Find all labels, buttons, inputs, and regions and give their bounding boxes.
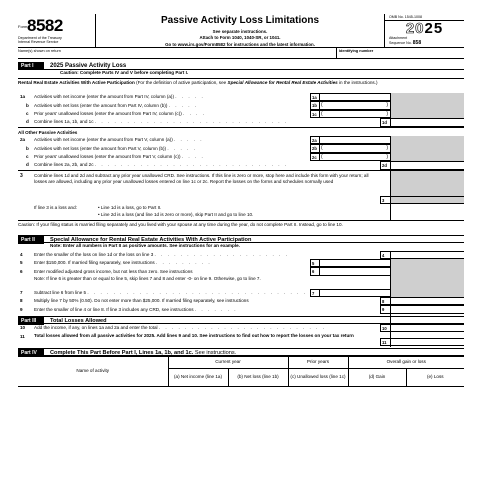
line-3-box-label: 3 xyxy=(380,196,390,204)
part-1-label: Part I xyxy=(18,62,44,70)
attachment-label: Attachment xyxy=(389,36,408,40)
line-1b-input[interactable] xyxy=(320,101,390,109)
line-4-label: Enter the smaller of the loss on line 1d or the loss on line 3 xyxy=(34,251,154,257)
part-1-bar xyxy=(18,62,464,70)
line-9-input[interactable] xyxy=(390,305,464,313)
name-row xyxy=(18,48,464,59)
line-1d-text: Combine lines 1a, 1b, and 1c . . . . . . . . . . . . . . . . . . . . . . . . . . . . . . xyxy=(34,119,289,125)
line-2a-input[interactable] xyxy=(320,136,390,144)
paren-close: ) xyxy=(386,145,388,152)
part-4-label: Part IV xyxy=(18,349,44,357)
col-overall: Overall gain or loss xyxy=(348,356,464,368)
line-2b-label: Activities with net loss (enter the amount from Part V, column (b)) xyxy=(34,145,167,151)
line-4-input[interactable] xyxy=(390,251,464,259)
line-7-input[interactable] xyxy=(320,289,390,297)
line-10-box-label: 10 xyxy=(380,324,390,332)
part-1-caution: Caution: Complete Parts IV and V before completing Part I. xyxy=(60,70,189,75)
line-1b xyxy=(18,101,464,109)
activity-table xyxy=(18,356,464,387)
col-name-of-activity: Name of activity xyxy=(18,356,168,386)
col-a-net-income: (a) Net income (line 1a) xyxy=(168,368,228,386)
form-number: 8582 xyxy=(27,16,63,35)
line-4-box-label: 4 xyxy=(380,251,390,259)
line-6-box-label: 6 xyxy=(310,267,320,275)
line-2b-text: Activities with net loss (enter the amount from Part V, column (b)) . . . . . xyxy=(34,145,197,151)
col-d-gain: (d) Gain xyxy=(348,368,406,386)
form-header xyxy=(18,14,464,48)
dept-line-1: Department of the Treasury xyxy=(18,36,62,40)
name-label: Name(s) shown on return xyxy=(18,49,61,53)
line-2a-text: Activities with net income (enter the amount from Part V, column (a)) . . . . . xyxy=(34,137,204,143)
line-9-number: 9 xyxy=(20,306,23,312)
col-prior-years: Prior years xyxy=(288,356,348,368)
line-1c-label: Prior years' unallowed losses (enter the amount from Part IV, column (c)) xyxy=(34,111,182,117)
col-e-loss: (e) Loss xyxy=(406,368,464,386)
department xyxy=(18,36,62,45)
rental-heading xyxy=(18,79,464,93)
line-1d xyxy=(18,118,464,126)
line-2b-input[interactable] xyxy=(320,144,390,152)
part-3-label: Part III xyxy=(18,317,44,325)
line-2c-box-label: 2c xyxy=(310,153,320,161)
line-5-input[interactable] xyxy=(320,259,390,267)
part-3-bar xyxy=(18,316,464,324)
year-suffix: 25 xyxy=(424,20,444,37)
caution-married-separately: Caution: If your filing status is married filing separately and you lived with your spouse at any time during the year, do not complete Part II. Instead, go to line 10. xyxy=(18,222,343,227)
line-2a xyxy=(18,136,464,144)
paren-close: ) xyxy=(386,153,388,160)
line-4 xyxy=(18,251,464,259)
line-11-label: Total losses allowed from all passive activities for 2025. Add lines 9 and 10. See instructions to find out how to report the losses on your tax return xyxy=(34,333,354,338)
line-9-label: Enter the smaller of line 4 or line 8. If line 3 includes any CRD, see instructions xyxy=(34,306,194,312)
line-2c-label: Prior years' unallowed losses (enter the amount from Part V, column (c)) xyxy=(34,154,181,160)
line-3-if xyxy=(34,205,77,212)
line-1d-input[interactable] xyxy=(390,118,464,126)
line-11-input[interactable] xyxy=(390,338,464,346)
line-2d-box-label: 2d xyxy=(380,161,390,169)
lines-1 xyxy=(18,93,464,127)
line-2d-label: Combine lines 2a, 2b, and 2c xyxy=(34,162,94,168)
year-block xyxy=(384,14,464,48)
line-1b-label: Activities with net loss (enter the amount from Part IV, column (b)) xyxy=(34,102,168,108)
line-6-input[interactable] xyxy=(320,267,390,275)
line-9 xyxy=(18,305,464,313)
lines-4-9 xyxy=(18,251,464,323)
paren-open: ( xyxy=(321,110,323,117)
subtitle-1: See separate instructions. xyxy=(212,28,268,34)
line-6-text: Enter modified adjusted gross income, but not less than zero. See instructions xyxy=(34,268,193,274)
line-3 xyxy=(18,171,464,220)
line-1c-text: Prior years' unallowed losses (enter the amount from Part IV, column (c)) . . . . xyxy=(34,111,206,117)
line-4-text: Enter the smaller of the loss on line 1d or the loss on line 3 . . . . . . . . . . . . . . . . . . . . . xyxy=(34,251,289,257)
paren-close: ) xyxy=(386,110,388,117)
rental-heading-special: Special Allowance for Rental Real Estate Activities xyxy=(227,80,338,85)
line-1a-number: 1a xyxy=(20,94,26,100)
line-6 xyxy=(18,267,464,275)
line-1a-box-label: 1a xyxy=(310,93,320,101)
line-7-label: Subtract line 6 from line 5 xyxy=(34,289,87,295)
line-8-input[interactable] xyxy=(390,297,464,305)
line-2c-text: Prior years' unallowed losses (enter the amount from Part V, column (c)) . . . . xyxy=(34,154,205,160)
identifying-number-label: Identifying number xyxy=(336,48,373,59)
line-11-box-label: 11 xyxy=(380,338,390,346)
line-7-box-label: 7 xyxy=(310,289,320,297)
col-current-year: Current year xyxy=(168,356,288,368)
line-8 xyxy=(18,297,464,305)
line-1a-text: Activities with net income (enter the amount from Part IV, column (a)) . . . . . xyxy=(34,94,205,100)
part-2-note: Note: Enter all numbers in Part II as positive amounts. See instructions for an example. xyxy=(50,243,240,248)
paren-open: ( xyxy=(321,102,323,109)
line-5 xyxy=(18,259,464,267)
line-1d-number: d xyxy=(26,119,29,125)
line-2c xyxy=(18,153,464,161)
line-1c-input[interactable] xyxy=(320,110,390,118)
line-2c-number: c xyxy=(26,154,29,160)
line-1d-label: Combine lines 1a, 1b, and 1c xyxy=(34,119,94,125)
rental-heading-rest: (For the definition of active participation, see xyxy=(134,80,228,85)
line-1a-input[interactable] xyxy=(320,93,390,101)
line-10-number: 10 xyxy=(20,324,26,330)
line-3-bullet-2-text: Line 2d is a loss (and line 1d is zero or more), skip Part II and go to line 10. xyxy=(100,212,254,217)
line-1d-box-label: 1d xyxy=(380,118,390,126)
paren-close: ) xyxy=(386,102,388,109)
subtitle-2: Attach to Form 1040, 1040-SR, or 1041. xyxy=(199,35,281,40)
part-2-label: Part II xyxy=(18,236,44,244)
line-1a xyxy=(18,93,464,101)
line-2b-number: b xyxy=(26,145,29,151)
subtitle-3: Go to www.irs.gov/Form8582 for instructions and the latest information. xyxy=(165,41,315,47)
tax-year xyxy=(385,21,464,36)
line-10-input[interactable] xyxy=(390,324,464,332)
line-5-box-label: 5 xyxy=(310,259,320,267)
form-title: Passive Activity Loss Limitations xyxy=(160,15,320,26)
line-2b-box-label: 2b xyxy=(310,144,320,152)
line-3-bullet-1-text: Line 1d is a loss, go to Part II. xyxy=(100,205,162,210)
line-4-number: 4 xyxy=(20,251,23,257)
line-2b xyxy=(18,144,464,152)
line-2c-input[interactable] xyxy=(320,153,390,161)
line-3-bullet-2: • Line 2d is a loss (and line 1d is zero or more), skip Part II and go to line 10. xyxy=(98,212,254,217)
line-9-box-label: 9 xyxy=(380,305,390,313)
line-6-note: Note: If line 6 is greater than or equal to line 5, skip lines 7 and 8 and enter -0- on line 9. Otherwise, go to line 7. xyxy=(34,276,261,281)
line-2a-label: Activities with net income (enter the amount from Part V, column (a)) xyxy=(34,137,173,143)
line-5-text: Enter $150,000. If married filing separately, see instructions . . . . . . . . . xyxy=(34,260,212,266)
part-4-bar xyxy=(18,348,464,356)
line-3-input[interactable] xyxy=(390,196,464,204)
line-7-text: Subtract line 6 from line 5 . . . . . . . . . . . . . . . . . . . . . . . . . . . . . . . . . . xyxy=(34,289,307,295)
title-block xyxy=(96,14,384,48)
line-7-number: 7 xyxy=(20,289,23,295)
activity-table-wrap xyxy=(18,356,464,390)
line-6-number: 6 xyxy=(20,268,23,274)
line-2d-text: Combine lines 2a, 2b, and 2c . . . . . . . . . . . . . . . . . . . . . . . . . . . . . . xyxy=(34,162,289,168)
dept-line-2: Internal Revenue Service xyxy=(18,40,59,45)
part-1-title: 2025 Passive Activity Loss xyxy=(50,63,127,69)
line-5-label: Enter $150,000. If married filing separately, see instructions xyxy=(34,260,155,266)
line-10-label: Add the income, if any, on lines 1a and 2a and enter the total xyxy=(34,324,158,330)
line-2d xyxy=(18,161,464,169)
attachment-sequence xyxy=(385,36,464,46)
rental-heading-title: Rental Real Estate Activities With Active Participation xyxy=(18,80,135,85)
lines-2 xyxy=(18,136,464,170)
paren-open: ( xyxy=(321,145,323,152)
other-passive-heading: All Other Passive Activities xyxy=(18,129,78,135)
line-2a-number: 2a xyxy=(20,137,26,143)
line-3-text: Combine lines 1d and 2d and subtract any prior year unallowed CRD. See instructions. If this line is zero or more, stop here and include this form with your return; all losses are allowed, including any prior year unallowed losses entered on line 1c or 2c. Report the losses on the forms and schedules normally used xyxy=(34,172,369,185)
line-2d-number: d xyxy=(26,162,29,168)
line-2d-input[interactable] xyxy=(390,161,464,169)
line-3-if-label: If line 3 is a loss and: xyxy=(34,205,77,210)
part-3-title: Total Losses Allowed xyxy=(50,317,107,324)
form-page xyxy=(18,14,464,480)
form-word: Form xyxy=(18,24,28,29)
line-8-box-label: 8 xyxy=(380,297,390,305)
line-11-number: 11 xyxy=(20,333,25,339)
part-4-title-tail: See instructions. xyxy=(194,349,237,356)
col-b-net-loss: (b) Net loss (line 1b) xyxy=(228,368,288,386)
line-3-number: 3 xyxy=(20,173,23,179)
line-1a-label: Activities with net income (enter the amount from Part IV, column (a)) xyxy=(34,94,174,100)
rental-heading-end: in the instructions.) xyxy=(337,80,378,85)
sequence-label: Sequence No. xyxy=(389,41,412,46)
part-2-bar xyxy=(18,235,464,243)
line-1b-number: b xyxy=(26,102,29,108)
line-1c-number: c xyxy=(26,111,29,117)
line-1b-text: Activities with net loss (enter the amount from Part IV, column (b)) . . . . . xyxy=(34,102,199,108)
line-10-text: Add the income, if any, on lines 1a and 2a and enter the total . . . . . . . . . . . . . . . . . . . . . . . . . . xyxy=(34,324,326,330)
line-3-bullet-1: • Line 1d is a loss, go to Part II. xyxy=(98,205,162,210)
line-8-number: 8 xyxy=(20,298,23,304)
part-2-title: Special Allowance for Rental Real Estate Activities With Active Participation xyxy=(50,237,252,243)
line-2a-box-label: 2a xyxy=(310,136,320,144)
line-11-text xyxy=(34,333,376,340)
line-8-text: Multiply line 7 by 50% (0.50). Do not enter more than $25,000. If married filing separately, see instructions xyxy=(34,298,249,304)
line-1c xyxy=(18,110,464,118)
form-id-block xyxy=(18,14,96,48)
lines-10-11 xyxy=(18,324,464,347)
line-5-number: 5 xyxy=(20,260,23,266)
line-9-text: Enter the smaller of line 4 or line 8. If line 3 includes any CRD, see instructions . . . . . . . xyxy=(34,306,238,312)
line-1b-box-label: 1b xyxy=(310,101,320,109)
part-4-title-main: Complete This Part Before Part I, Lines 1a, 1b, and 1c. xyxy=(50,349,194,356)
omb-number: OMB No. 1545-1008 xyxy=(385,14,464,21)
line-7 xyxy=(18,289,464,297)
year-prefix: 20 xyxy=(405,20,425,37)
sequence-number: 858 xyxy=(412,40,422,47)
line-10 xyxy=(18,324,464,332)
line-1c-box-label: 1c xyxy=(310,110,320,118)
paren-open: ( xyxy=(321,153,323,160)
col-c-unallowed-loss: (c) Unallowed loss (line 1c) xyxy=(288,368,348,386)
